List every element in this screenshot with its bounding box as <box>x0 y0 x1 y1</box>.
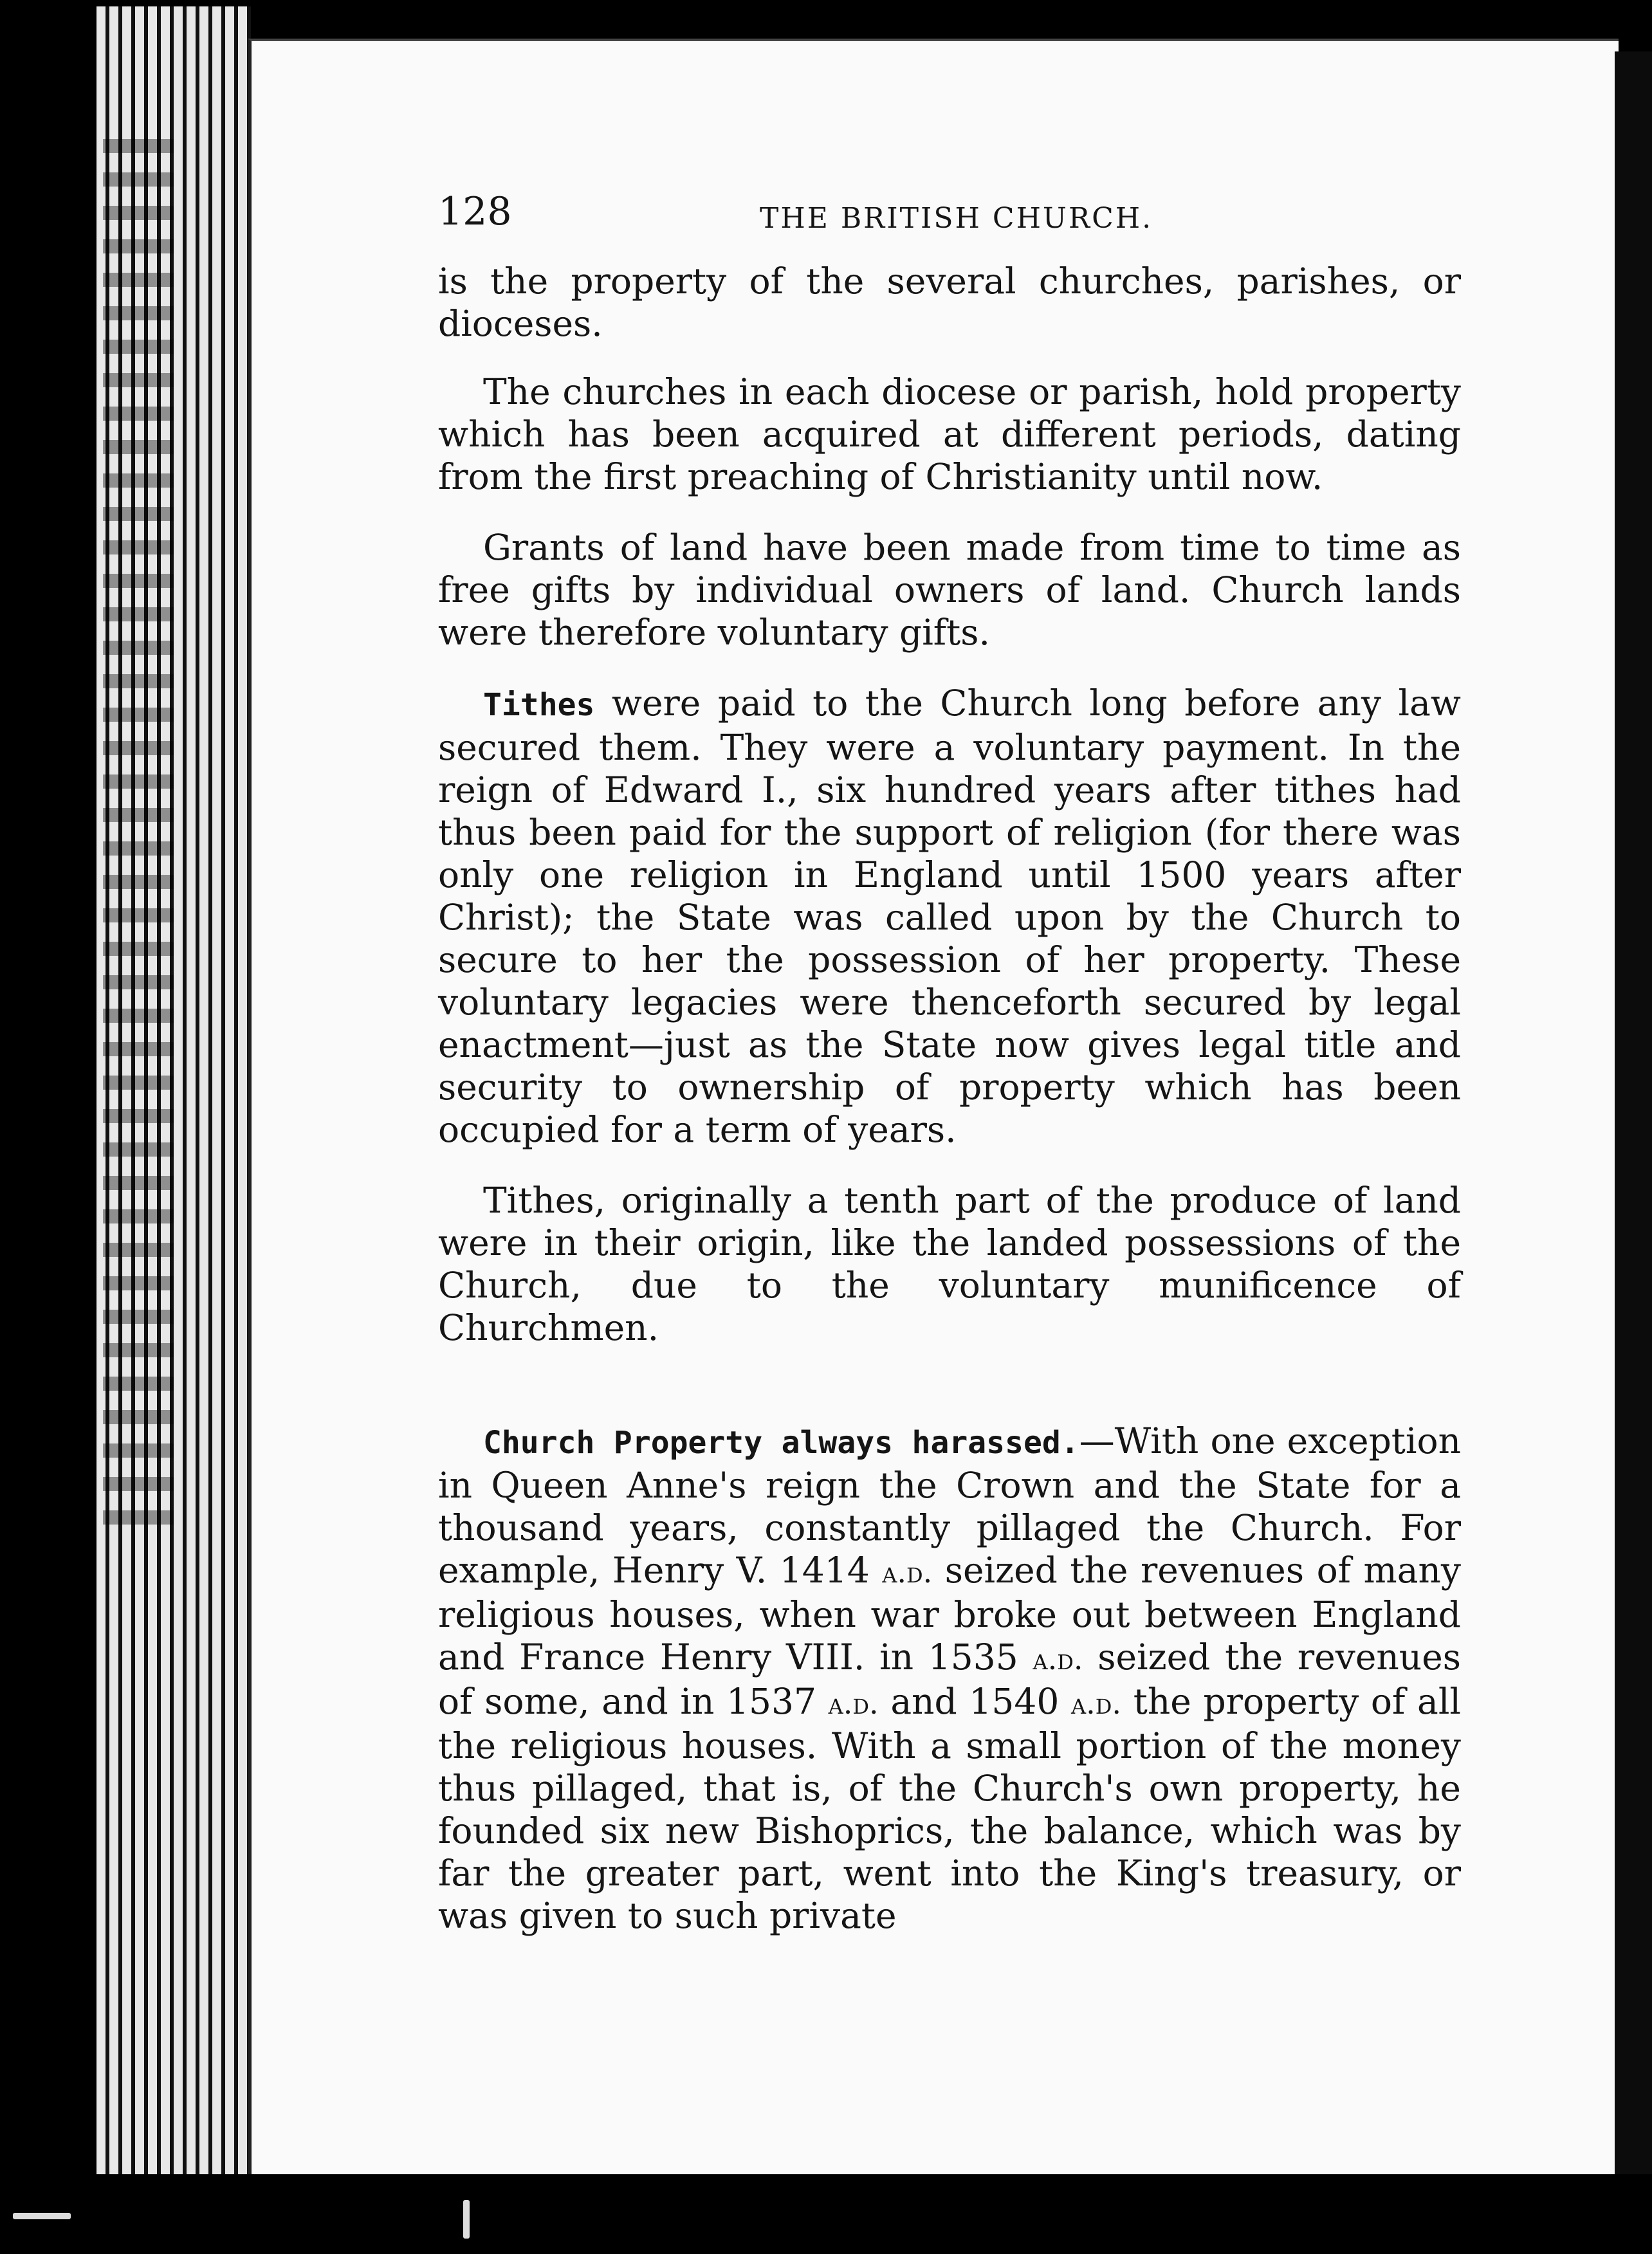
scan-bottom-border <box>0 2174 1652 2254</box>
page-content <box>438 189 1461 1965</box>
church-property-text-c: seized the revenues of some, and in 1537 <box>438 1636 1462 1722</box>
running-head <box>438 189 1461 260</box>
tithes-text: were paid to the Church long before any law secured them. They were a voluntary payment. In the reign of Edward I., six hundred years after tithes had thus been paid for the support of religion (for there was only one religion in England until 1500 years after Christ); the State was called upon by the Church to secure to her the possession of her property. These voluntary legacies were thenceforth secured by legal enactment—just as the State now gives legal title and security to ownership of property which has been occupied for a term of years. <box>438 683 1461 1150</box>
church-property-text-b: seized the revenues of many religious houses, when war broke out between England and France Henry VIII. in 1535 <box>438 1550 1461 1678</box>
running-title: THE BRITISH CHURCH. <box>760 202 1153 235</box>
church-property-text-d: and 1540 <box>878 1681 1072 1722</box>
church-property-text-e: the property of all the religious houses. With a small portion of the money thus pillaged, that is, of the Church's own property, he founded six new Bishoprics, the balance, which was by far the greater part, went into the King's treasury, or was given to such private <box>438 1681 1462 1936</box>
scan-speck <box>463 2200 470 2239</box>
right-page-edge <box>1615 51 1652 2187</box>
scan-speck <box>13 2213 71 2219</box>
book-page <box>248 39 1619 2183</box>
paragraph-land-grants: Grants of land have been made from time to time as free gifts by individual owners of land. Church lands were therefore voluntary gifts. <box>438 527 1461 653</box>
paragraph-tithes-origin: Tithes, originally a tenth part of the produce of land were in their origin, like the landed possessions of the Church, due to the voluntary munificence of Churchmen. <box>438 1180 1461 1348</box>
era-abbrev: a.d. <box>1032 1642 1083 1676</box>
era-abbrev: a.d. <box>882 1555 933 1590</box>
tithes-heading: Tithes <box>483 687 595 723</box>
church-property-text-a: —With one exception in Queen Anne's reign the Crown and the State for a thousand years, constantly pillaged the Church. For example, Henry V. 1414 <box>438 1420 1462 1591</box>
page-edge-shadow <box>103 129 174 1544</box>
paragraph-tithes <box>438 682 1461 1151</box>
era-abbrev: a.d. <box>1071 1686 1122 1721</box>
church-property-heading: Church Property always harassed. <box>483 1425 1079 1461</box>
paragraph-continuation: is the property of the several churches, parishes, or dioceses. <box>438 261 1461 344</box>
page-number: 128 <box>438 189 512 234</box>
paragraph-church-holdings: The churches in each diocese or parish, hold property which has been acquired at different periods, dating from the first preaching of Christianity until now. <box>438 371 1461 497</box>
paragraph-church-property <box>438 1420 1461 1937</box>
era-abbrev: a.d. <box>828 1686 879 1721</box>
